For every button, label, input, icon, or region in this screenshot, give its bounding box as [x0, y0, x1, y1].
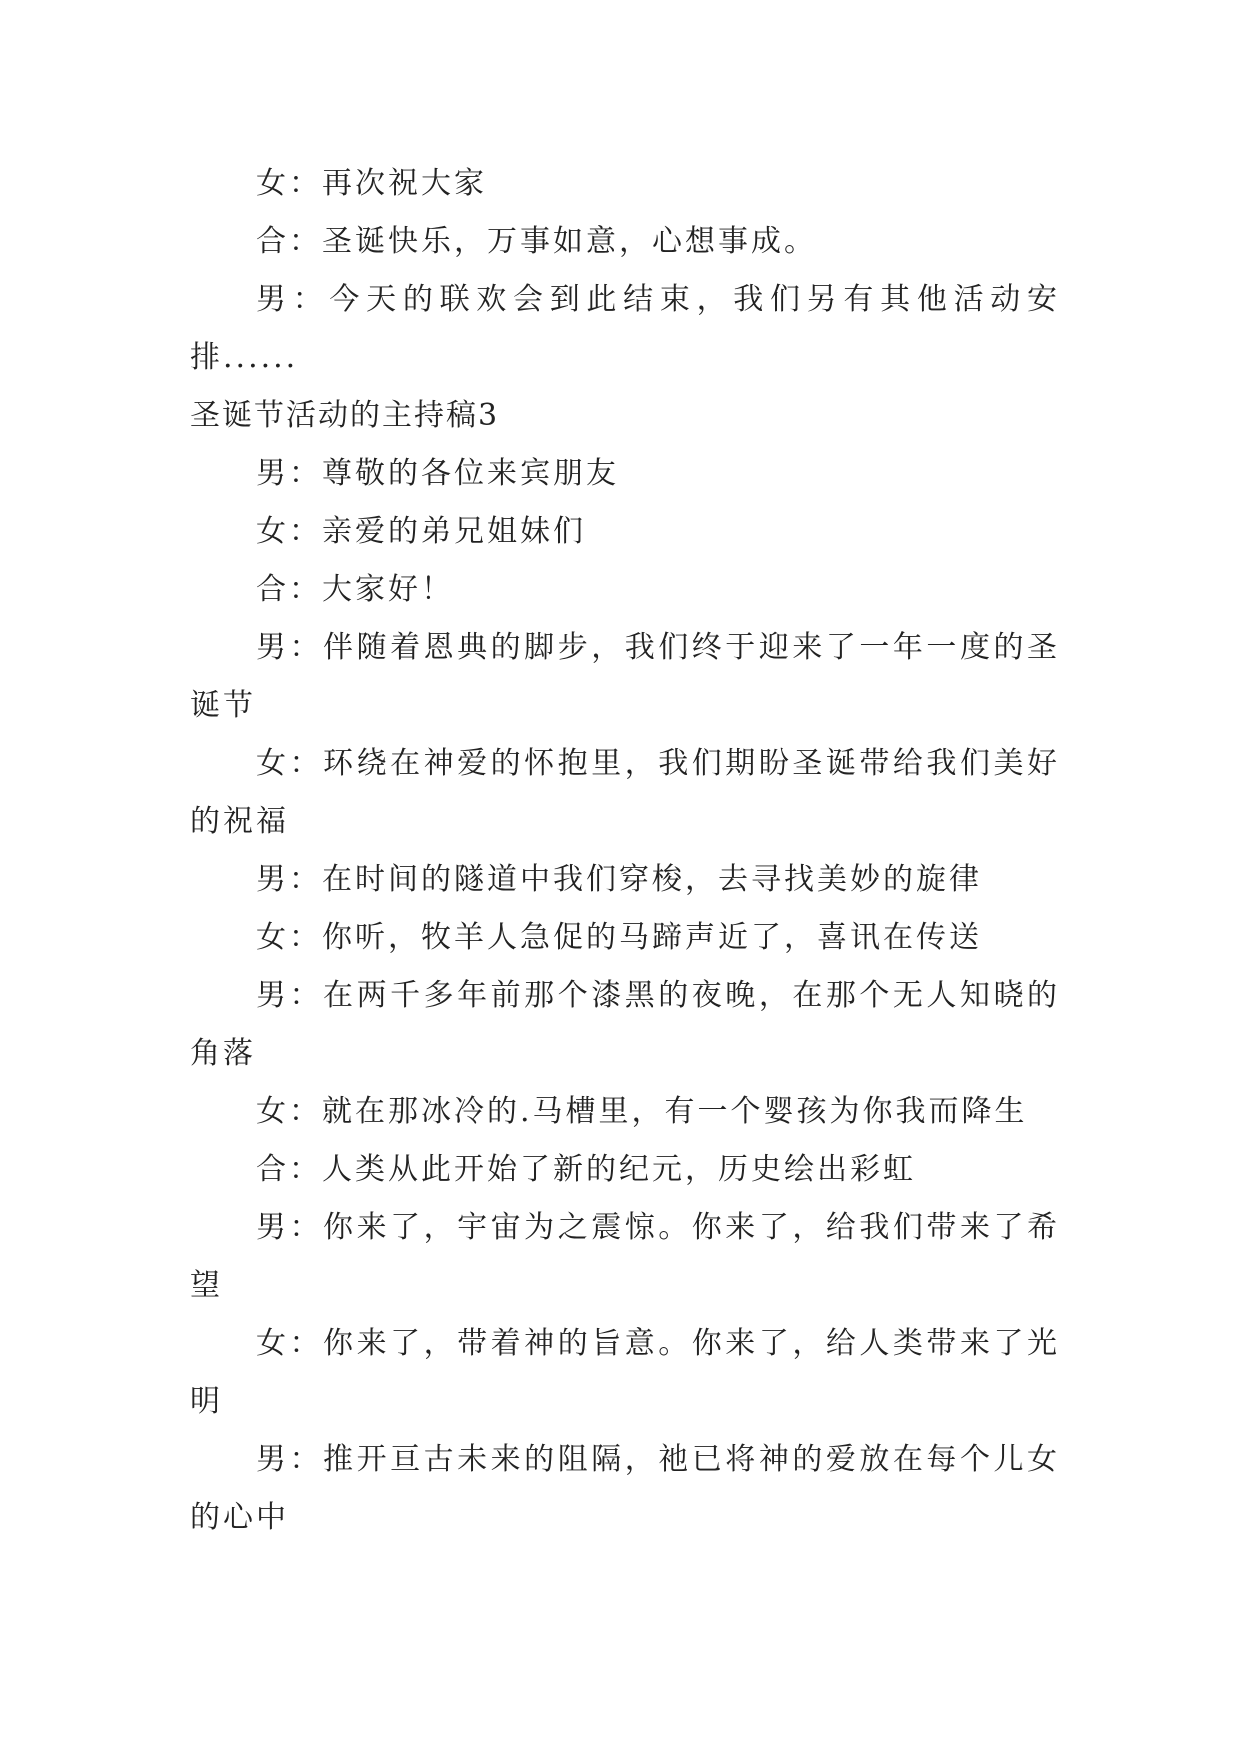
paragraph: 男：在时间的隧道中我们穿梭，去寻找美妙的旋律	[256, 862, 982, 897]
section-title: 圣诞节活动的主持稿3	[190, 398, 500, 433]
paragraph: 男：尊敬的各位来宾朋友	[256, 456, 619, 491]
paragraph: 合：人类从此开始了新的纪元，历史绘出彩虹	[256, 1152, 916, 1187]
paragraph: 女：亲爱的弟兄姐妹们	[256, 514, 586, 549]
document-body	[190, 155, 1060, 1547]
paragraph: 女：你听，牧羊人急促的马蹄声近了，喜讯在传送	[256, 920, 982, 955]
paragraph: 女：你来了，带着神的旨意。你来了，给人类带来了光明	[190, 1326, 1060, 1419]
paragraph: 合：大家好！	[256, 572, 454, 607]
paragraph: 合：圣诞快乐，万事如意，心想事成。	[256, 224, 817, 259]
paragraph: 女：就在那冰冷的.马槽里，有一个婴孩为你我而降生	[256, 1094, 1028, 1129]
paragraph: 男：在两千多年前那个漆黑的夜晚，在那个无人知晓的角落	[190, 978, 1060, 1071]
paragraph: 男：你来了，宇宙为之震惊。你来了，给我们带来了希望	[190, 1210, 1060, 1303]
paragraph: 男：推开亘古未来的阻隔，祂已将神的爱放在每个儿女的心中	[190, 1442, 1060, 1535]
paragraph: 女：环绕在神爱的怀抱里，我们期盼圣诞带给我们美好的祝福	[190, 746, 1060, 839]
paragraph: 男：今天的联欢会到此结束，我们另有其他活动安排......	[190, 282, 1060, 375]
paragraph: 女：再次祝大家	[256, 166, 487, 201]
paragraph: 男：伴随着恩典的脚步，我们终于迎来了一年一度的圣诞节	[190, 630, 1060, 723]
